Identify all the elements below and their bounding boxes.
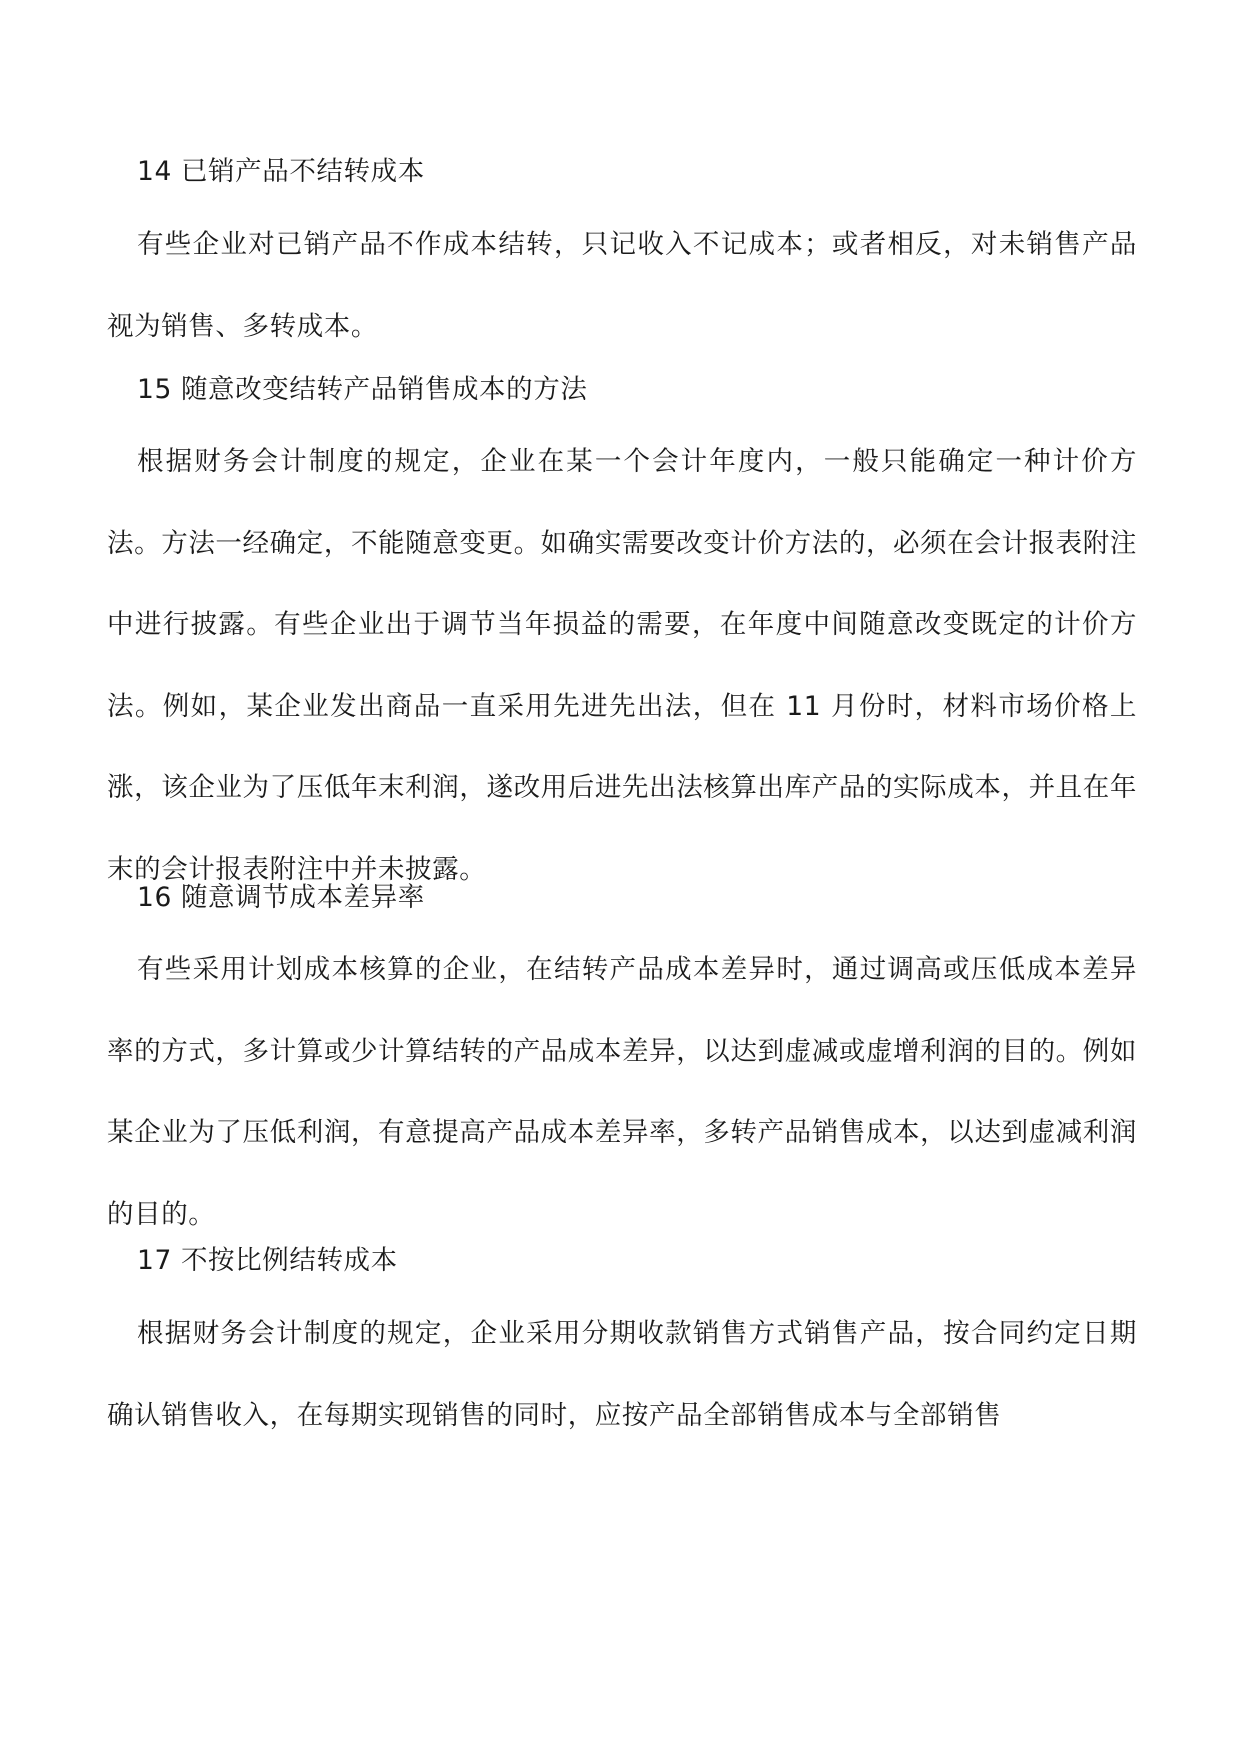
section-paragraph-14: 有些企业对已销产品不作成本结转，只记收入不记成本；或者相反，对未销售产品视为销售、多转成本。 — [107, 229, 1137, 342]
section-heading-15: 15 随意改变结转产品销售成本的方法 — [137, 374, 588, 405]
section-paragraph-15: 根据财务会计制度的规定，企业在某一个会计年度内，一般只能确定一种计价方法。方法一经确定，不能随意变更。如确实需要改变计价方法的，必须在会计报表附注中进行披露。有些企业出于调节当年损益的需要，在年度中间随意改变既定的计价方法。例如，某企业发出商品一直采用先进先出法，但在 11 月份时，材料市场价格上涨，该企业为了压低年末利润，遂改用后进先出法核算出库产品的实际成本，并且在年末的会计报表附注中并未披露。 — [107, 446, 1137, 885]
section-heading-16: 16 随意调节成本差异率 — [137, 882, 425, 913]
section-paragraph-16: 有些采用计划成本核算的企业，在结转产品成本差异时，通过调高或压低成本差异率的方式，多计算或少计算结转的产品成本差异，以达到虚减或虚增利润的目的。例如某企业为了压低利润，有意提高产品成本差异率，多转产品销售成本，以达到虚减利润的目的。 — [107, 954, 1137, 1230]
section-heading-17: 17 不按比例结转成本 — [137, 1245, 398, 1276]
section-paragraph-17: 根据财务会计制度的规定，企业采用分期收款销售方式销售产品，按合同约定日期确认销售收入，在每期实现销售的同时，应按产品全部销售成本与全部销售 — [107, 1318, 1137, 1431]
section-heading-14: 14 已销产品不结转成本 — [137, 156, 425, 187]
